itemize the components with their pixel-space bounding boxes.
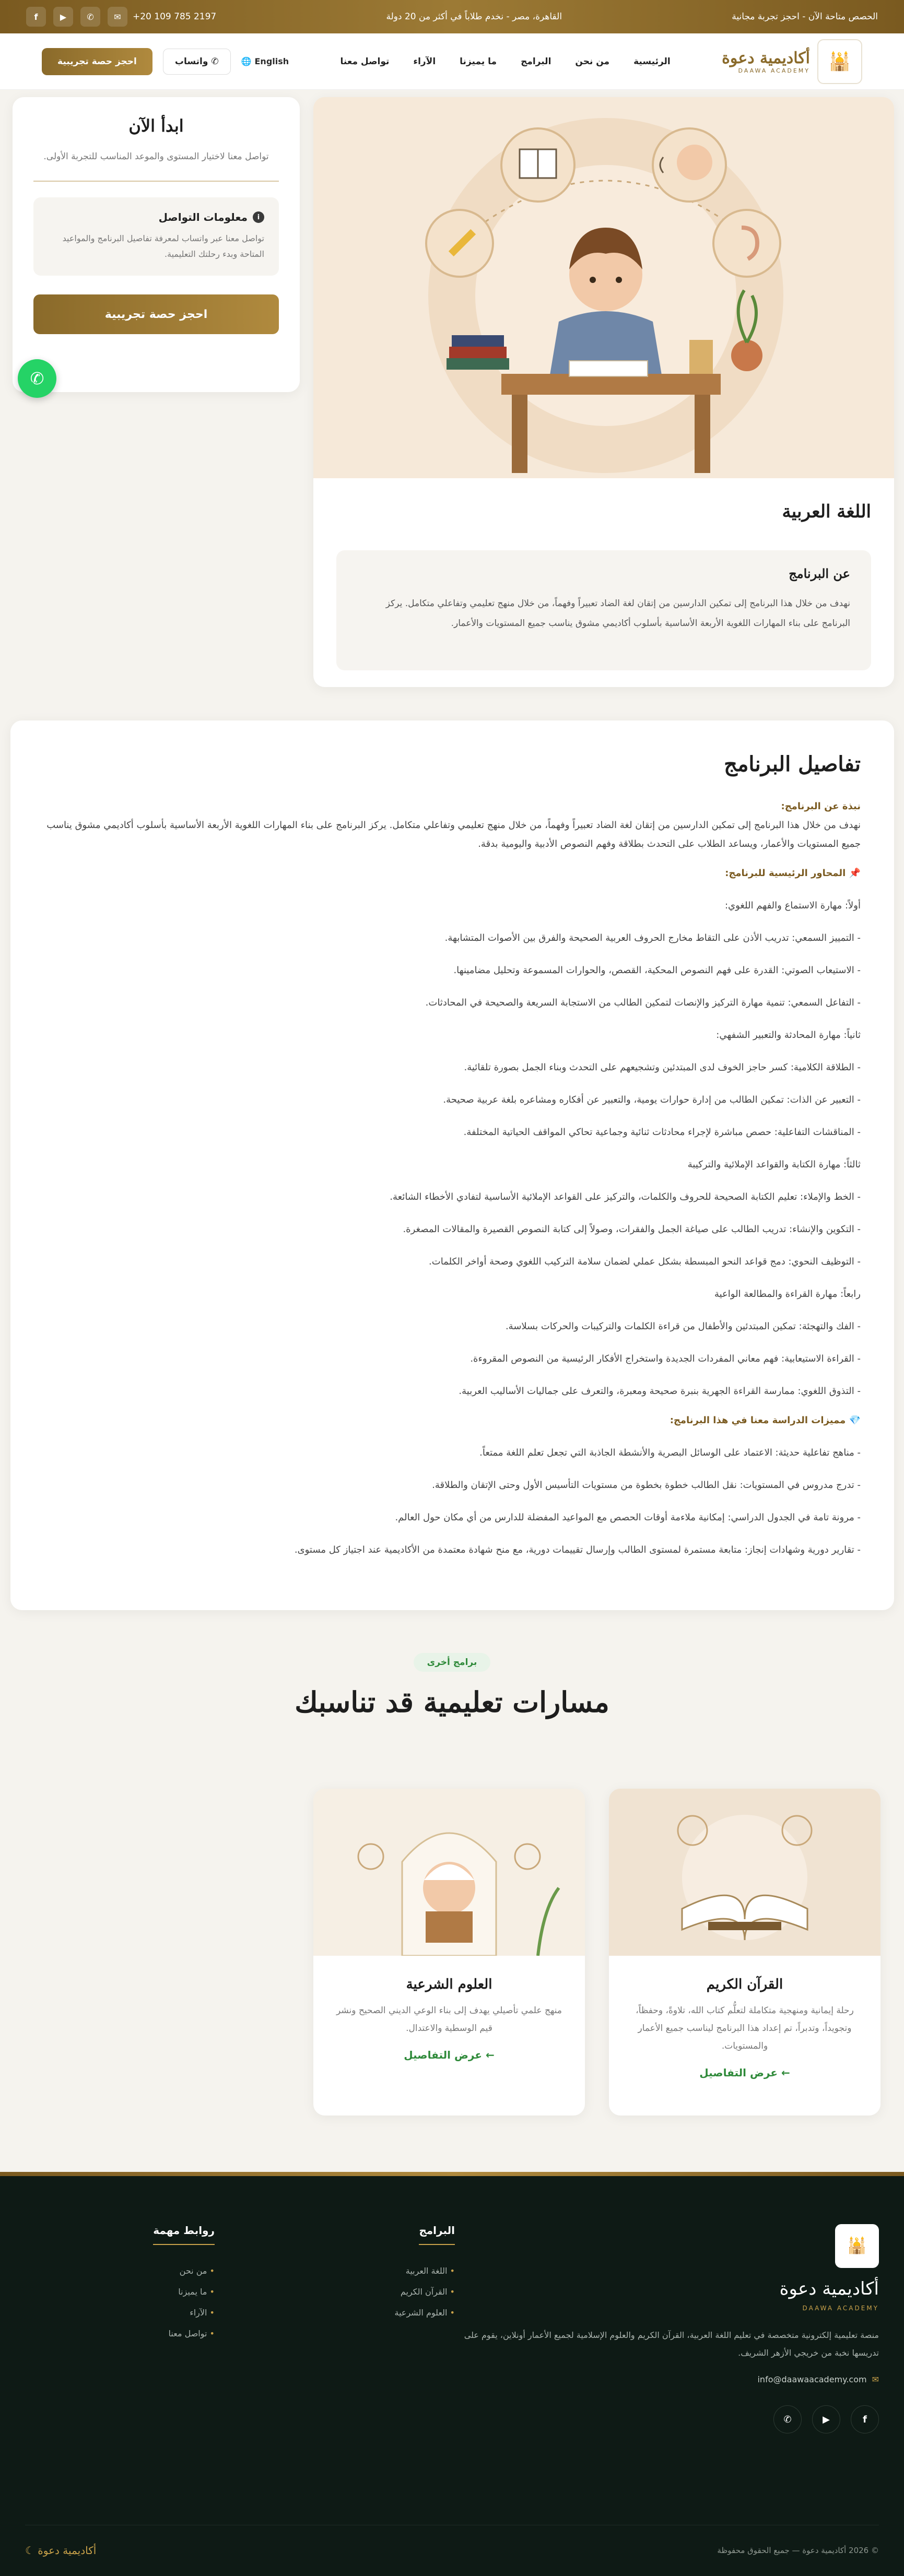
details-item: - القراءة الاستيعابية: فهم معاني المفردات الجديدة واستخراج الأفكار الرئيسية من النصوص المقروءة. bbox=[470, 1353, 861, 1364]
footer-email[interactable] bbox=[451, 2374, 879, 2384]
youtube-icon[interactable]: ▶ bbox=[812, 2405, 840, 2433]
details-item: - المناقشات التفاعلية: حصص مباشرة لإجراء محادثات ثنائية وجماعية تحاكي المواقف الحياتية المختلفة. bbox=[463, 1127, 861, 1138]
about-program-title: عن البرنامج bbox=[789, 566, 850, 581]
footer-logo bbox=[835, 2224, 879, 2268]
program-card-title: العلوم الشرعية bbox=[406, 1977, 492, 1992]
footer-link[interactable]: • من نحن bbox=[153, 2261, 215, 2282]
facebook-icon[interactable]: f bbox=[851, 2405, 879, 2433]
view-details-link[interactable] bbox=[609, 2066, 880, 2079]
footer-link[interactable]: • ما يميزنا bbox=[153, 2282, 215, 2302]
footer-links bbox=[153, 2224, 215, 2344]
view-details-label: عرض التفاصيل bbox=[699, 2066, 778, 2079]
details-item: - التعبير عن الذات: تمكين الطالب من إدارة حوارات يومية، والتعبير عن أفكاره ومشاعره بلغة عربية صحيحة. bbox=[443, 1094, 861, 1105]
program-title: اللغة العربية bbox=[782, 501, 871, 522]
youtube-icon[interactable]: ▶ bbox=[53, 7, 73, 27]
details-item: - الاستيعاب الصوتي: القدرة على فهم النصوص المحكية، القصص، والحوارات المسموعة وتحليل مضامينها. bbox=[453, 965, 861, 976]
nav-about[interactable]: من نحن bbox=[575, 56, 610, 67]
divider bbox=[33, 181, 279, 182]
speaking-bubble bbox=[653, 128, 726, 202]
details-item: - التذوق اللغوي: ممارسة القراءة الجهرية بنبرة صحيحة ومعبرة، والتعرف على جماليات الأساليب العربية. bbox=[459, 1386, 861, 1397]
details-heading: نبذة عن البرنامج: bbox=[781, 801, 861, 812]
pencil-cup bbox=[689, 340, 713, 374]
facebook-icon[interactable]: f bbox=[26, 7, 46, 27]
footer-bottom bbox=[25, 2525, 879, 2557]
details-item: - التوظيف النحوي: دمج قواعد النحو المبسطة بشكل عملي لضمان سلامة التركيب اللغوي وصحة أواخر الكلمات. bbox=[429, 1256, 861, 1267]
start-now-title: ابدأ الآن bbox=[128, 116, 184, 136]
other-programs-title: مسارات تعليمية قد تناسبك bbox=[295, 1685, 609, 1719]
details-item: - مرونة تامة في الجدول الدراسي: إمكانية ملاءمة أوقات الحصص مع المواعيد المفضلة للدارس من أي مكان حول العالم. bbox=[395, 1512, 861, 1523]
mosque-icon: 🕌 bbox=[847, 2237, 867, 2255]
details-subheading: ثالثاً: مهارة الكتابة والقواعد الإملائية والتركيبة bbox=[687, 1159, 861, 1170]
main-navbar bbox=[0, 33, 904, 90]
program-card-quran[interactable] bbox=[609, 1789, 880, 2116]
nav-reviews[interactable]: الآراء bbox=[413, 56, 436, 67]
program-card-title: القرآن الكريم bbox=[706, 1977, 783, 1992]
footer-programs-title: البرامج bbox=[419, 2224, 455, 2245]
footer-program-link[interactable]: • اللغة العربية bbox=[395, 2261, 455, 2282]
side-book-trial-button[interactable]: احجز حصة تجريبية bbox=[33, 294, 279, 334]
whatsapp-icon[interactable]: ✆ bbox=[773, 2405, 802, 2433]
details-item: - الطلاقة الكلامية: كسر حاجز الخوف لدى المبتدئين وتشجيعهم على التحدث وبناء الجمل بصورة تلقائية. bbox=[464, 1062, 861, 1073]
details-item: - التفاعل السمعي: تنمية مهارة التركيز والإنصات لتمكين الطالب من الاستجابة السريعة والصحيحة في المحادثات. bbox=[425, 997, 861, 1008]
other-programs-pill: برامج أخرى bbox=[414, 1653, 491, 1672]
footer-link[interactable]: • تواصل معنا bbox=[153, 2323, 215, 2344]
floating-whatsapp-button[interactable] bbox=[18, 359, 56, 398]
footer-link[interactable]: • الآراء bbox=[153, 2302, 215, 2323]
info-icon: i bbox=[253, 211, 264, 223]
contact-info-text: تواصل معنا عبر واتساب لمعرفة تفاصيل البرنامج والمواعيد المتاحة وبدء رحلتك التعليمية. bbox=[62, 233, 264, 259]
program-card-text: رحلة إيمانية ومنهجية متكاملة لتعلُّم كتاب الله، تلاوةً، وحفظاً، وتجويداً، وتدبراً، تم إعداد هذا البرنامج ليناسب جميع الأعمار والمستويات. bbox=[636, 2005, 854, 2051]
other-programs-header bbox=[0, 1653, 904, 1719]
book-bubble bbox=[501, 128, 574, 202]
whatsapp-label: واتساب bbox=[174, 56, 208, 67]
phone-contact[interactable] bbox=[108, 7, 216, 27]
copyright: © 2026 أكاديمية دعوة — جميع الحقوق محفوظة bbox=[717, 2546, 879, 2555]
details-item: - الخط والإملاء: تعليم الكتابة الصحيحة للحروف والكلمات، والتركيز على القواعد الإملائية الأساسية لتفادي الأخطاء الشائعة. bbox=[390, 1191, 861, 1202]
pencil-bubble bbox=[426, 210, 493, 277]
footer-program-link[interactable]: • العلوم الشرعية bbox=[395, 2302, 455, 2323]
details-subheading: أولاً: مهارة الاستماع والفهم اللغوي: bbox=[724, 900, 861, 911]
footer-social bbox=[451, 2405, 879, 2433]
details-item: - التكوين والإنشاء: تدريب الطالب على صياغة الجمل والفقرات، وصولاً إلى كتابة النصوص القصيرة والمقالات المصغرة. bbox=[403, 1224, 861, 1235]
arrow-left-icon: ← bbox=[482, 2049, 495, 2061]
nav-actions bbox=[42, 48, 289, 75]
sharia-illustration bbox=[313, 1789, 585, 1956]
footer-mark bbox=[25, 2544, 96, 2557]
program-card-sharia[interactable] bbox=[313, 1789, 585, 2116]
details-item: - تقارير دورية وشهادات إنجاز: متابعة مستمرة لمستوى الطالب وإرسال تقييمات دورية، مع منح شهادة معتمدة من الأكاديمية عند اجتياز كل مستوى. bbox=[294, 1544, 861, 1555]
nav-programs[interactable]: البرامج bbox=[521, 56, 551, 67]
nav-links bbox=[341, 56, 671, 67]
nav-contact[interactable]: تواصل معنا bbox=[340, 56, 390, 67]
details-title: تفاصيل البرنامج bbox=[724, 752, 861, 776]
mosque-icon: 🕌 bbox=[828, 51, 851, 72]
globe-icon: 🌐 bbox=[241, 56, 252, 66]
details-item: - التمييز السمعي: تدريب الأذن على التقاط مخارج الحروف العربية الصحيحة والفرق بين الأصوات المتشابهة. bbox=[444, 932, 861, 943]
footer-description: منصة تعليمية إلكترونية متخصصة في تعليم اللغة العربية، القرآن الكريم والعلوم الإسلامية لجميع الأعمار أونلاين، يقوم على تدريسها نخبة من خريجي الأزهر الشريف. bbox=[464, 2330, 879, 2358]
start-now-lead: تواصل معنا لاختيار المستوى والموعد المناسب للتجربة الأولى. bbox=[43, 151, 269, 162]
brand-name: أكاديمية دعوة bbox=[722, 49, 810, 67]
hero-illustration bbox=[313, 97, 894, 478]
contact-info-box bbox=[33, 197, 279, 276]
nav-home[interactable]: الرئيسية bbox=[633, 56, 671, 67]
about-program-text: نهدف من خلال هذا البرنامج إلى تمكين الدارسين من إتقان لغة الضاد تعبيراً وفهماً، من خلال منهج تعليمي وتفاعلي متكامل. يركز البرنامج على بناء المهارات اللغوية الأربعة الأساسية بأسلوب أكاديمي مشوق يناسب جميع المستويات والأعمار. bbox=[385, 598, 850, 629]
arrow-left-icon: ← bbox=[778, 2066, 790, 2079]
details-heading: 📌 المحاور الرئيسية للبرنامج: bbox=[725, 868, 861, 879]
footer-programs bbox=[395, 2224, 455, 2323]
details-subheading: ثانياً: مهارة المحادثة والتعبير الشفهي: bbox=[716, 1030, 861, 1041]
book-trial-button[interactable]: احجز حصة تجريبية bbox=[42, 48, 152, 75]
view-details-link[interactable] bbox=[313, 2049, 585, 2061]
details-item: - تدرج مدروس في المستويات: نقل الطالب خطوة بخطوة من مستويات التأسيس الأول وحتى الإتقان والطلاقة. bbox=[432, 1480, 861, 1491]
footer-program-link[interactable]: • القرآن الكريم bbox=[395, 2282, 455, 2302]
details-heading: 💎 مميزات الدراسة معنا في هذا البرنامج: bbox=[670, 1415, 861, 1426]
footer bbox=[0, 2172, 904, 2576]
footer-mark-text: أكاديمية دعوة bbox=[38, 2544, 97, 2557]
brand-logo bbox=[817, 39, 862, 84]
whatsapp-icon: ✆ bbox=[30, 369, 44, 388]
mail-icon[interactable]: ✉ bbox=[108, 7, 127, 27]
details-item: - مناهج تفاعلية حديثة: الاعتماد على الوسائل البصرية والأنشطة الجاذبة التي تجعل تعلم اللغة ممتعاً. bbox=[479, 1447, 861, 1458]
footer-brand-name: أكاديمية دعوة bbox=[779, 2278, 879, 2299]
view-details-label: عرض التفاصيل bbox=[404, 2049, 482, 2061]
books-stack bbox=[447, 335, 509, 370]
top-contacts bbox=[26, 7, 216, 27]
brand-name-en: DAAWA ACADEMY bbox=[738, 67, 810, 74]
whatsapp-icon[interactable]: ✆ bbox=[80, 7, 100, 27]
footer-email-text: info@daawaacademy.com bbox=[757, 2374, 867, 2384]
footer-links-title: روابط مهمة bbox=[153, 2224, 215, 2245]
details-subheading: رابعاً: مهارة القراءة والمطالعة الواعية bbox=[714, 1289, 861, 1299]
promo-text: الحصص متاحة الآن - احجز تجربة مجانية bbox=[732, 11, 878, 22]
details-item: - الفك والتهجئة: تمكين المبتدئين والأطفال من قراءة الكلمات والتركيبات والحركات بسلاسة. bbox=[505, 1321, 861, 1332]
details-list bbox=[44, 797, 861, 1559]
crescent-icon: ☾ bbox=[25, 2544, 34, 2557]
program-card-text: منهج علمي تأصيلي يهدف إلى بناء الوعي الديني الصحيح ونشر قيم الوسطية والاعتدال. bbox=[336, 2005, 562, 2034]
program-details-card bbox=[10, 720, 894, 1610]
whatsapp-button[interactable] bbox=[163, 49, 231, 75]
start-now-card bbox=[13, 97, 300, 392]
details-paragraph: نهدف من خلال هذا البرنامج إلى تمكين الدارسين من إتقان لغة الضاد تعبيراً وفهماً، من خلال منهج تعليمي وتفاعلي متكامل. يركز البرنامج على بناء المهارات اللغوية الأربعة الأساسية بأسلوب أكاديمي مشوق يناسب جميع المستويات والأعمار، ويساعد الطلاب على التحدث بطلاقة وفهم النصوص الأدبية واليومية بدقة. bbox=[46, 820, 861, 849]
mail-icon: ✉ bbox=[872, 2374, 879, 2384]
boy-studying-illustration bbox=[313, 97, 894, 478]
brand[interactable] bbox=[722, 39, 862, 84]
ear-bubble bbox=[713, 210, 780, 277]
quran-illustration bbox=[609, 1789, 880, 1956]
language-switch[interactable] bbox=[241, 56, 289, 66]
location-text: القاهرة، مصر - نخدم طلاباً في أكثر من 20 دولة bbox=[386, 11, 562, 22]
program-hero-card bbox=[313, 97, 894, 687]
phone-number: +20 109 785 2197 bbox=[133, 11, 217, 22]
whatsapp-icon: ✆ bbox=[208, 56, 219, 67]
contact-info-title: معلومات التواصل bbox=[158, 211, 248, 223]
footer-brand bbox=[451, 2224, 879, 2433]
lang-label: English bbox=[254, 56, 289, 66]
nav-features[interactable]: ما يميزنا bbox=[460, 56, 497, 67]
footer-brand-name-en: DAAWA ACADEMY bbox=[802, 2305, 879, 2312]
about-program-box bbox=[336, 550, 871, 670]
footer-gold-line bbox=[0, 2172, 904, 2176]
top-bar bbox=[0, 0, 904, 33]
